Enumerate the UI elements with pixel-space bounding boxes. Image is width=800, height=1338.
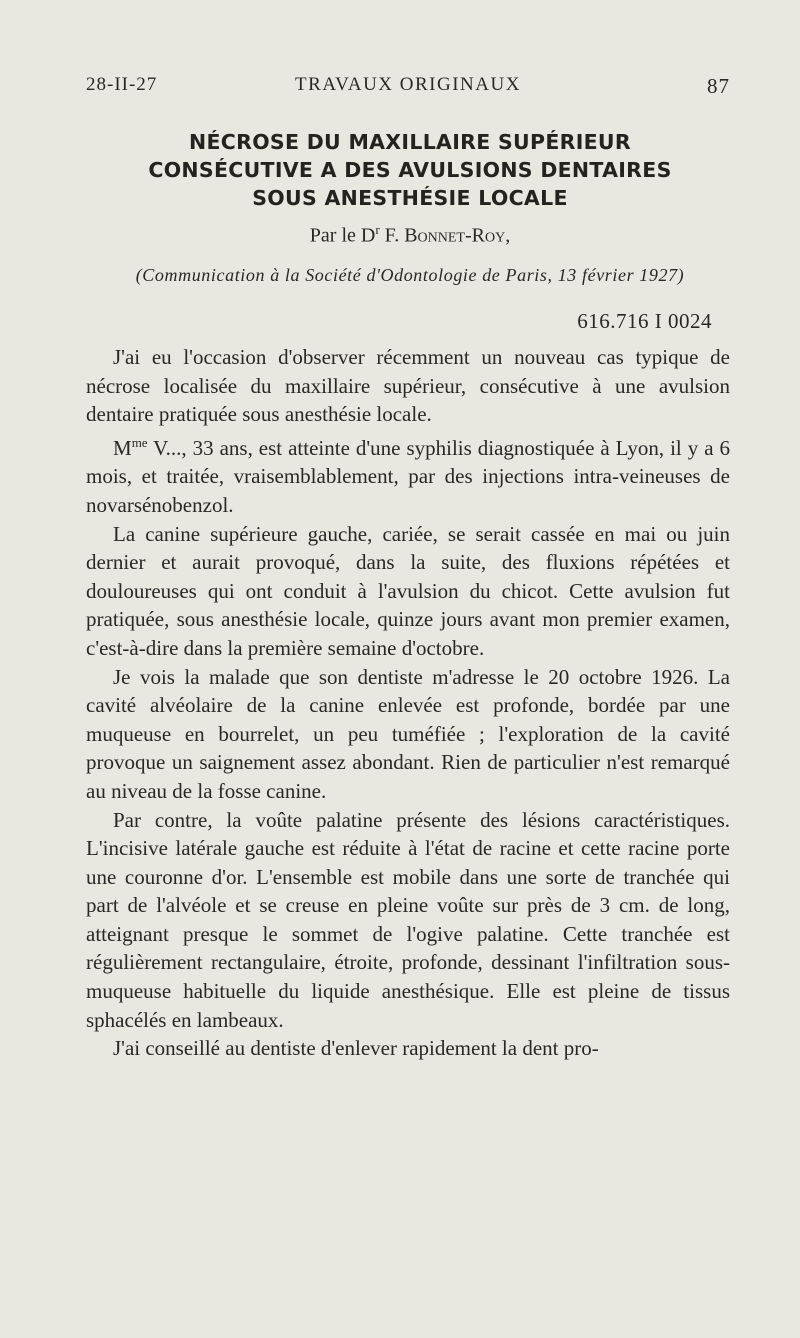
byline-prefix: Par le D: [309, 224, 376, 247]
paragraph: Je vois la malade que son dentiste m'adresse le 20 octobre 1926. La cavité alvéolaire de la canine enlevée est profonde, bordée par une muqueuse en bourrelet, un peu tuméfiée ; l'exploration de la cavité provoque un saignement assez abondant. Rien de particulier n'est remarqué au niveau de la fosse canine.: [86, 664, 730, 803]
paragraph: [86, 429, 730, 520]
paragraph: J'ai conseillé au dentiste d'enlever rapidement la dent pro-: [113, 1036, 599, 1061]
paragraph: Par contre, la voûte palatine présente des lésions caractéristiques. L'incisive latérale gauche est réduite à l'état de racine et cette racine porte une couronne d'or. L'ensemble est mobile dans une sorte de tranchée qui part de l'alvéole et se creuse en pleine voûte sur près de 3 cm. de long, atteignant presque le sommet de l'ogive palatine. Cette tranchée est régulièrement rectangulaire, étroite, profonde, dessinant l'infiltration sous-muqueuse habituelle du liquide anesthésique. Elle est pleine de tissus sphacélés en lambeaux.: [86, 807, 730, 1032]
title-line: CONSÉCUTIVE A DES AVULSIONS DENTAIRES: [148, 158, 672, 182]
classification-number: 616.716 I 0024: [577, 309, 712, 333]
honorific-superscript: me: [131, 434, 148, 450]
byline-superscript: r: [375, 222, 380, 237]
communication-note: (Communication à la Société d'Odontologie de Paris, 13 février 1927): [135, 265, 685, 285]
paragraph: La canine supérieure gauche, cariée, se serait cassée en mai ou juin dernier et aurait provoqué, dans la suite, des fluxions répétées et douloureuses qui ont conduit à l'avulsion du chicot. Cette avulsion fut pratiquée, sous anesthésie locale, quinze jours avant mon premier examen, c'est-à-dire dans la première semaine d'octobre.: [86, 521, 730, 660]
running-header: [86, 74, 730, 104]
running-title: TRAVAUX ORIGINAUX: [295, 74, 521, 95]
article-title: [80, 128, 740, 212]
issue-date: 28-II-27: [86, 74, 158, 95]
paragraph: J'ai eu l'occasion d'observer récemment un nouveau cas typique de nécrose localisée du maxillaire supérieur, consécutive à une avulsion dentaire pratiquée sous anesthésie locale.: [86, 345, 730, 427]
author-name: F. Bonnet-Roy,: [384, 224, 511, 247]
title-line: SOUS ANESTHÉSIE LOCALE: [252, 186, 568, 210]
page-number: 87: [707, 74, 730, 98]
title-line: NÉCROSE DU MAXILLAIRE SUPÉRIEUR: [189, 130, 631, 154]
byline: [80, 222, 740, 248]
article-body: [86, 343, 730, 1063]
paragraph-text: V..., 33 ans, est atteinte d'une syphilis diagnostiquée à Lyon, il y a 6 mois, et traitée, vraisemblablement, par des injections intra-veineuses de novarsénobenzol.: [86, 435, 730, 517]
honorific: M: [113, 435, 132, 460]
